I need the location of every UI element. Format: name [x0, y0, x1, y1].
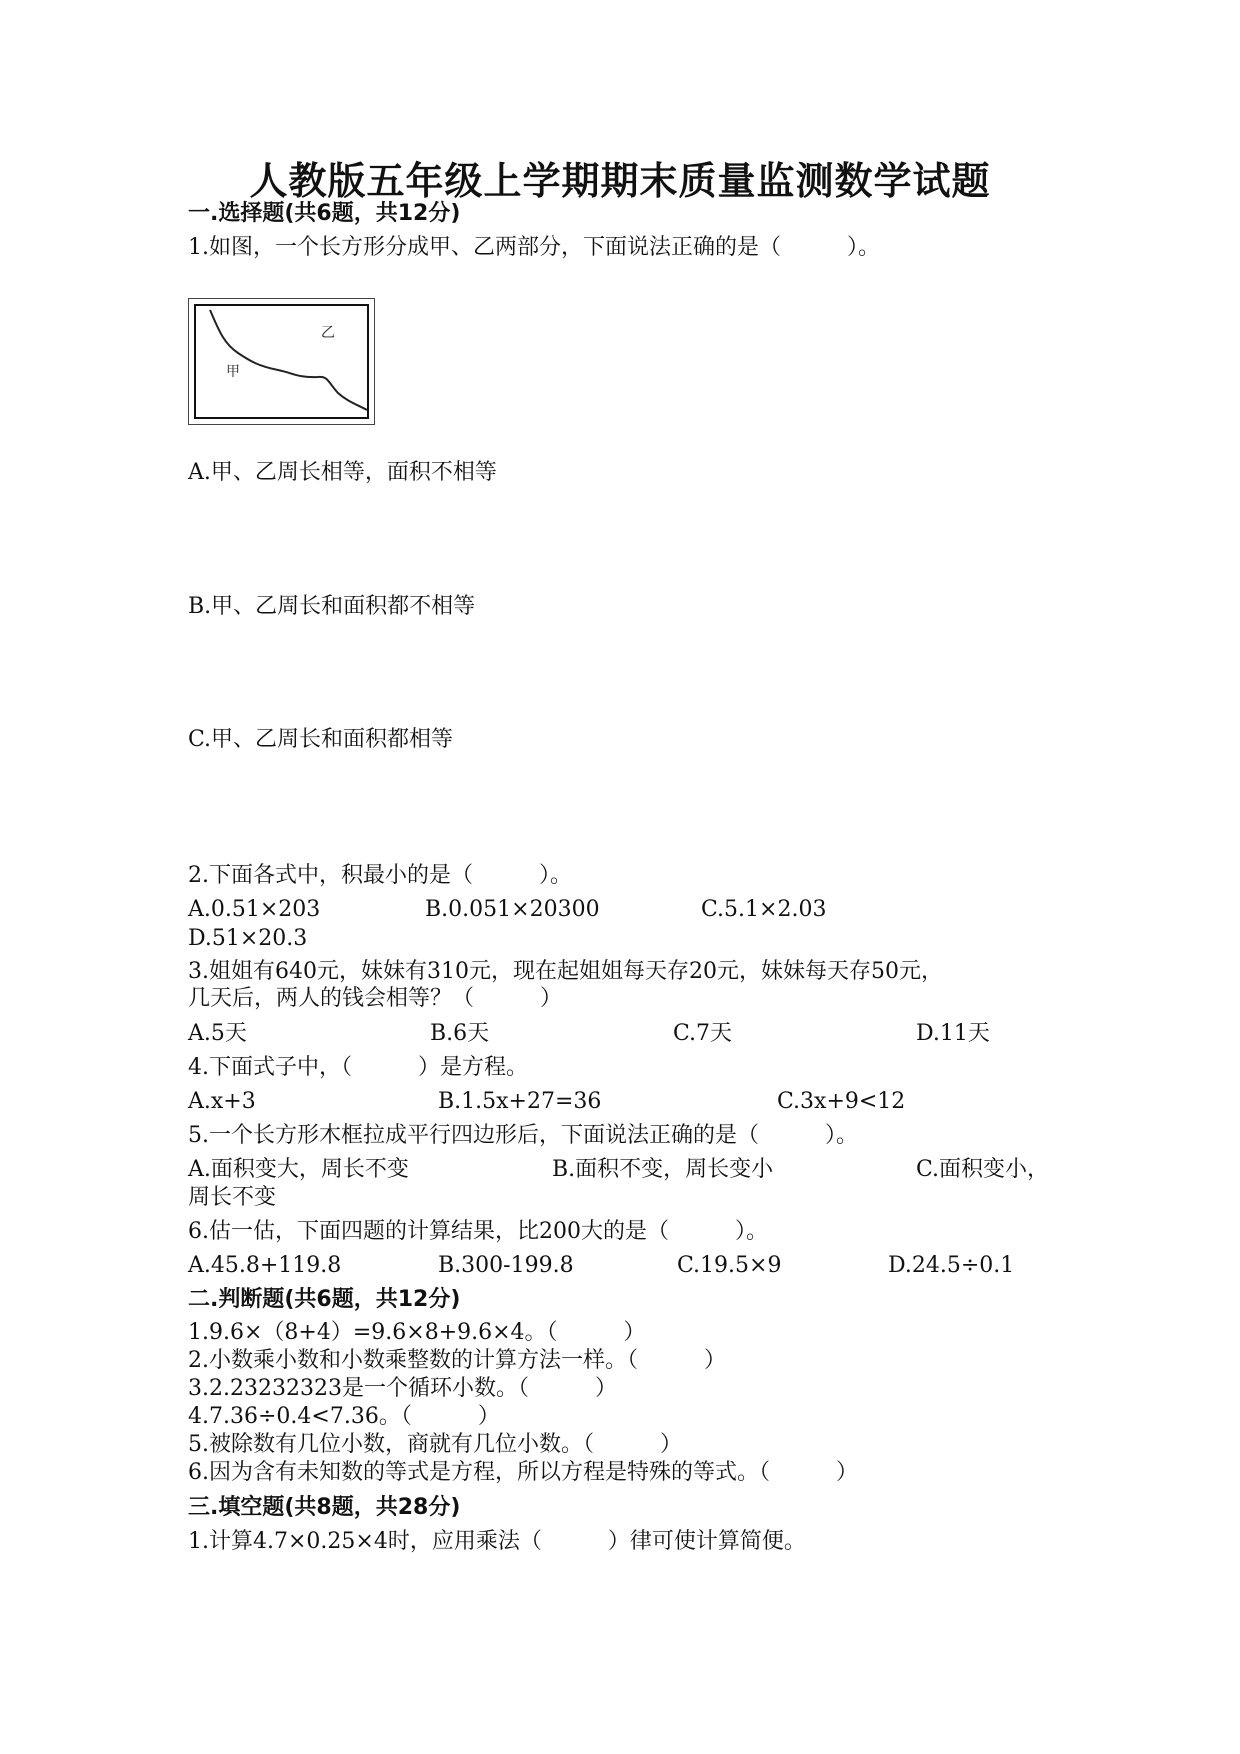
question-4-option-b: B.1.5x+27=36	[438, 1089, 602, 1114]
question-1-option-b: B.甲、乙周长和面积都不相等	[188, 594, 476, 619]
judge-item: 3.2.23232323是一个循环小数。（ ）	[188, 1376, 617, 1401]
question-3-option-d: D.11天	[916, 1021, 990, 1046]
question-6-option-a: A.45.8+119.8	[188, 1253, 342, 1278]
question-2-option-d: D.51×20.3	[188, 926, 308, 951]
question-4-option-c: C.3x+9<12	[777, 1089, 906, 1114]
figure-label-yi: 乙	[321, 325, 335, 341]
judge-item: 6.因为含有未知数的等式是方程，所以方程是特殊的等式。（ ）	[188, 1460, 858, 1485]
question-6-stem: 6.估一估，下面四题的计算结果，比200大的是（ ）。	[188, 1219, 768, 1244]
section-heading-judge: 二.判断题(共6题，共12分)	[188, 1287, 461, 1312]
page-title: 人教版五年级上学期期末质量监测数学试题	[249, 159, 991, 203]
section-heading-choice: 一.选择题(共6题，共12分)	[188, 201, 461, 226]
question-2-option-c: C.5.1×2.03	[701, 897, 827, 922]
question-1-stem: 1.如图，一个长方形分成甲、乙两部分，下面说法正确的是（ ）。	[188, 235, 880, 260]
question-5-stem: 5.一个长方形木框拉成平行四边形后，下面说法正确的是（ ）。	[188, 1123, 858, 1148]
question-6-option-b: B.300-199.8	[438, 1253, 574, 1278]
question-6-option-c: C.19.5×9	[677, 1253, 782, 1278]
question-1-option-c: C.甲、乙周长和面积都相等	[188, 727, 454, 752]
judge-item: 4.7.36÷0.4<7.36。（ ）	[188, 1404, 500, 1429]
question-1-option-a: A.甲、乙周长相等，面积不相等	[188, 460, 497, 485]
figure-label-jia: 甲	[226, 364, 240, 380]
question-3-option-a: A.5天	[188, 1021, 247, 1046]
question-5-option-c: C.面积变小，	[916, 1157, 1050, 1182]
question-3-stem-line2: 几天后，两人的钱会相等？（ ）	[188, 986, 563, 1011]
question-2-option-a: A.0.51×203	[188, 897, 321, 922]
question-3-option-c: C.7天	[673, 1021, 733, 1046]
judge-item: 5.被除数有几位小数，商就有几位小数。（ ）	[188, 1432, 682, 1457]
rectangle-figure	[188, 298, 375, 425]
question-2-option-b: B.0.051×20300	[425, 897, 600, 922]
question-4-stem: 4.下面式子中，（ ）是方程。	[188, 1055, 528, 1080]
question-5-option-a: A.面积变大，周长不变	[188, 1157, 409, 1182]
question-3-stem-line1: 3.姐姐有640元，妹妹有310元，现在起姐姐每天存20元，妹妹每天存50元，	[188, 959, 943, 984]
question-5-option-c-continued: 周长不变	[188, 1185, 277, 1210]
question-5-option-b: B.面积不变，周长变小	[552, 1157, 774, 1182]
question-6-option-d: D.24.5÷0.1	[888, 1253, 1015, 1278]
question-1-figure	[188, 298, 375, 425]
question-3-option-b: B.6天	[430, 1021, 490, 1046]
judge-item: 1.9.6×（8+4）=9.6×8+9.6×4。（ ）	[188, 1320, 646, 1345]
section-heading-fill: 三.填空题(共8题，共28分)	[188, 1495, 461, 1520]
fill-item: 1.计算4.7×0.25×4时，应用乘法（ ）律可使计算简便。	[188, 1529, 806, 1554]
question-4-option-a: A.x+3	[188, 1089, 256, 1114]
judge-item: 2.小数乘小数和小数乘整数的计算方法一样。（ ）	[188, 1348, 726, 1373]
question-2-stem: 2.下面各式中，积最小的是（ ）。	[188, 863, 572, 888]
